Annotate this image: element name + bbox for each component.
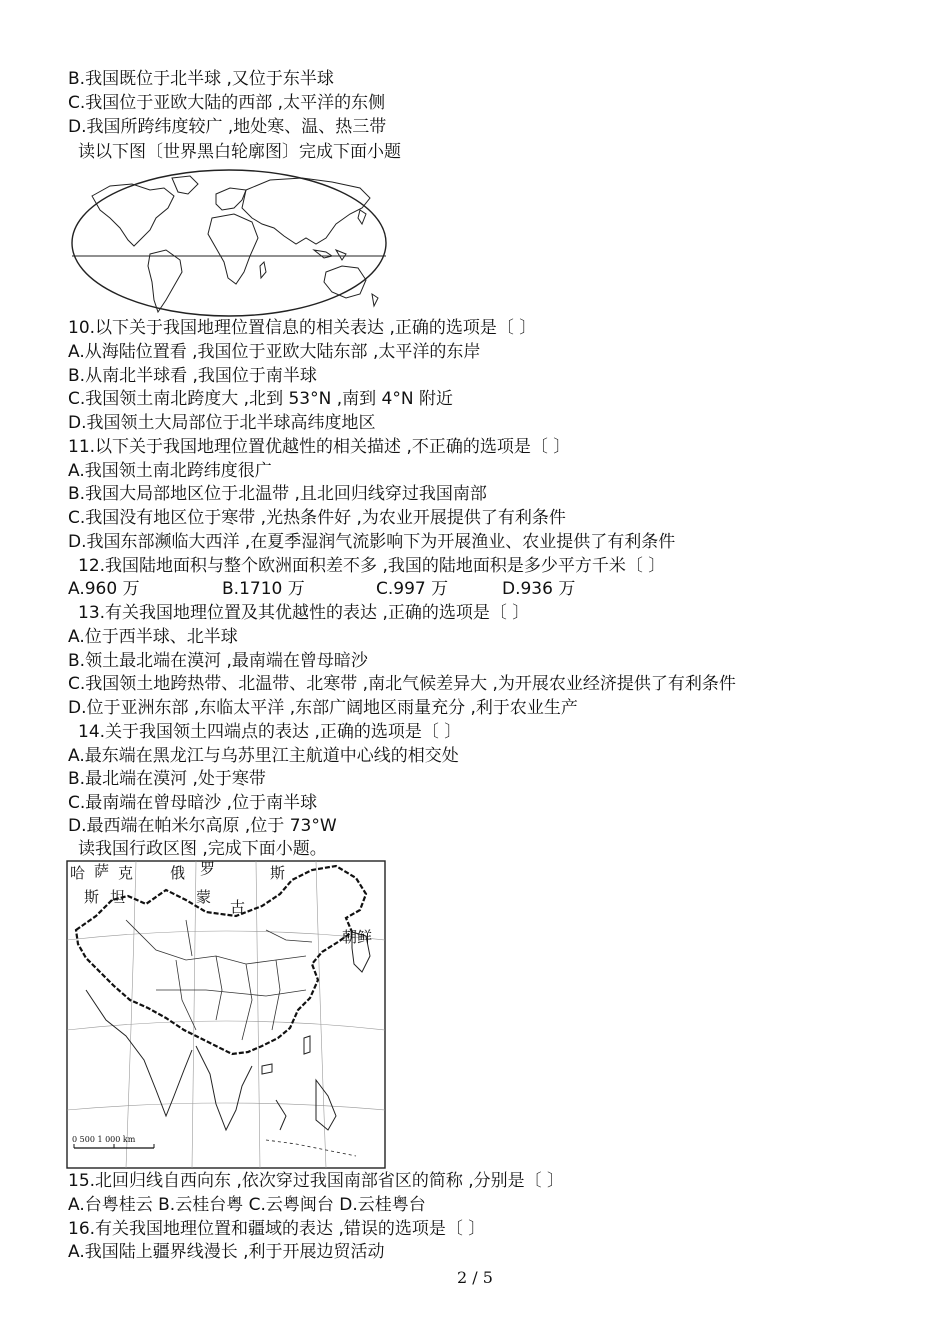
question-15-stem: 15.北回归线自西向东 ,依次穿过我国南部省区的简称 ,分别是〔 〕 [68,1171,565,1191]
world-outline-map [70,168,388,318]
option-text: D.我国所跨纬度较广 ,地处寒、温、热三带 [68,117,387,137]
question-13-option-b: B.领土最北端在漠河 ,最南端在曾母暗沙 [68,651,368,671]
question-10-option-d: D.我国领土大局部位于北半球高纬度地区 [68,413,376,433]
map-label-mongolia: 蒙 [196,888,212,906]
map-intro: 读以下图〔世界黑白轮廓图〕完成下面小题 [78,142,401,162]
question-15-options: A.台粤桂云 B.云桂台粤 C.云粤闽台 D.云桂粤台 [68,1195,426,1215]
question-13-option-c: C.我国领土地跨热带、北温带、北寒带 ,南北气候差异大 ,为开展农业经济提供了有利条件 [68,674,736,694]
map-label-korea: 朝鲜 [342,928,373,946]
china-administrative-map [66,860,386,1170]
map-label-russia: 罗 [200,860,216,878]
map-label-russia: 斯 [270,864,286,882]
page-number: 2 / 5 [457,1268,493,1287]
question-14-option-d: D.最西端在帕米尔高原 ,位于 73°W [68,816,337,836]
question-12-option-a: A.960 万 [68,579,140,599]
question-10-option-c: C.我国领土南北跨度大 ,北到 53°N ,南到 4°N 附近 [68,389,453,409]
map-label-kazakhstan: 克 [118,864,134,882]
question-10-stem: 10.以下关于我国地理位置信息的相关表达 ,正确的选项是〔 〕 [68,318,537,338]
map-scale-label: 0 500 1 000 km [72,1135,136,1144]
option-text: C.我国位于亚欧大陆的西部 ,太平洋的东侧 [68,93,386,113]
map-label-kazakhstan: 哈 [70,864,86,882]
map-intro: 读我国行政区图 ,完成下面小题。 [78,839,327,859]
map-label-kazakhstan: 萨 [94,862,110,880]
question-10-option-a: A.从海陆位置看 ,我国位于亚欧大陆东部 ,太平洋的东岸 [68,342,481,362]
map-label-kazakhstan: 坦 [110,888,126,906]
question-13-option-a: A.位于西半球、北半球 [68,627,238,647]
question-11-option-b: B.我国大局部地区位于北温带 ,且北回归线穿过我国南部 [68,484,487,504]
question-14-stem: 14.关于我国领土四端点的表达 ,正确的选项是〔 〕 [78,722,462,742]
question-13-option-d: D.位于亚洲东部 ,东临太平洋 ,东部广阔地区雨量充分 ,利于农业生产 [68,698,578,718]
question-14-option-b: B.最北端在漠河 ,处于寒带 [68,769,266,789]
map-label-mongolia: 古 [230,898,246,916]
question-16-stem: 16.有关我国地理位置和疆域的表达 ,错误的选项是〔 〕 [68,1219,486,1239]
question-11-option-a: A.我国领土南北跨纬度很广 [68,461,272,481]
question-12-option-b: B.1710 万 [222,579,305,599]
question-10-option-b: B.从南北半球看 ,我国位于南半球 [68,366,317,386]
option-text: B.我国既位于北半球 ,又位于东半球 [68,69,334,89]
question-12-stem: 12.我国陆地面积与整个欧洲面积差不多 ,我国的陆地面积是多少平方千米〔 〕 [78,556,666,576]
question-12-option-c: C.997 万 [376,579,449,599]
question-14-option-a: A.最东端在黑龙江与乌苏里江主航道中心线的相交处 [68,746,459,766]
map-label-russia: 俄 [170,864,186,882]
map-label-kazakhstan: 斯 [84,888,100,906]
question-14-option-c: C.最南端在曾母暗沙 ,位于南半球 [68,793,318,813]
question-11-option-d: D.我国东部濒临大西洋 ,在夏季湿润气流影响下为开展渔业、农业提供了有利条件 [68,532,676,552]
question-11-option-c: C.我国没有地区位于寒带 ,光热条件好 ,为农业开展提供了有利条件 [68,508,566,528]
question-12-option-d: D.936 万 [502,579,576,599]
question-12-options [68,578,575,601]
question-16-option-a: A.我国陆上疆界线漫长 ,利于开展边贸活动 [68,1242,385,1262]
question-13-stem: 13.有关我国地理位置及其优越性的表达 ,正确的选项是〔 〕 [78,603,530,623]
question-11-stem: 11.以下关于我国地理位置优越性的相关描述 ,不正确的选项是〔 〕 [68,437,571,457]
